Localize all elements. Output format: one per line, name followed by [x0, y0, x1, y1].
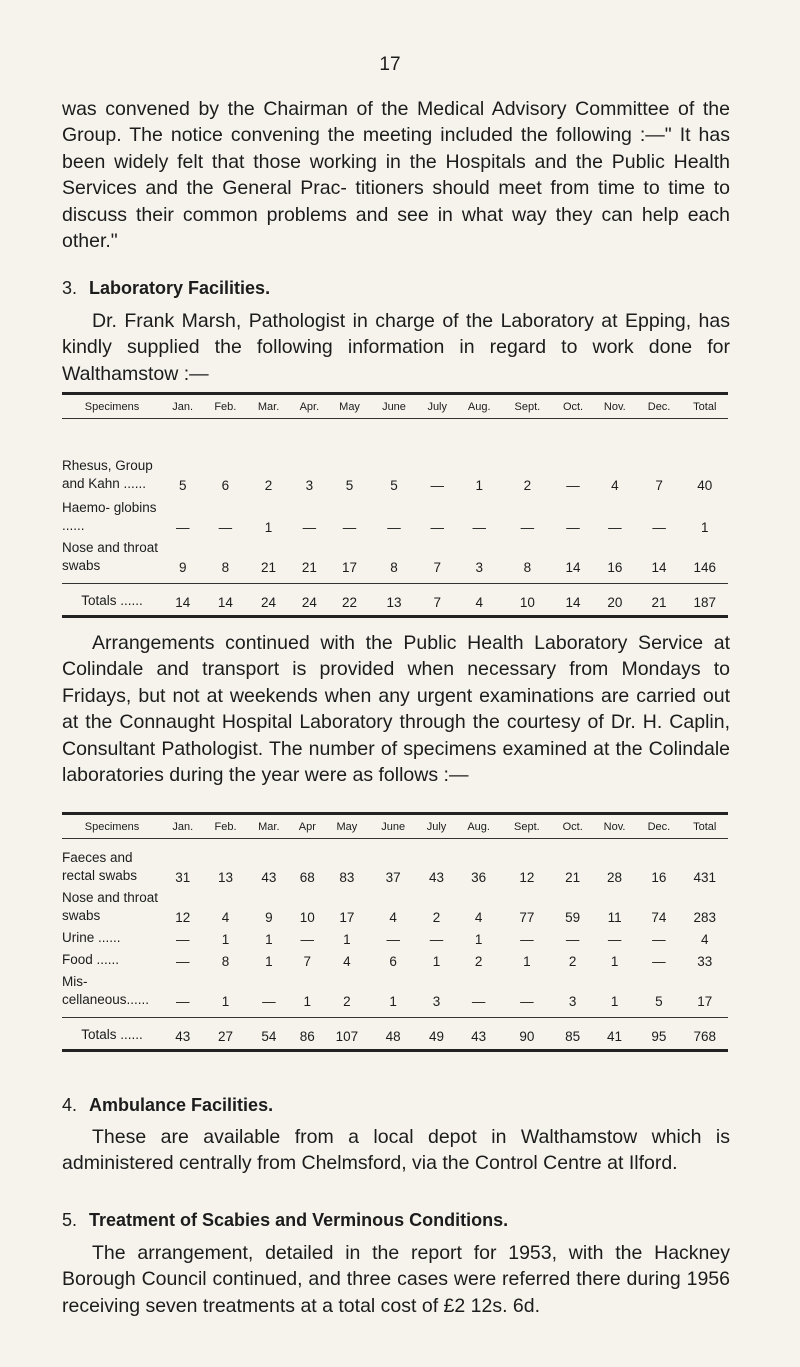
row-label: Faeces and rectal swabs [62, 850, 138, 883]
header-cell: Nov. [593, 814, 637, 839]
table-cell: — [342, 519, 357, 535]
table-row [62, 537, 728, 584]
table-cell: 1 [523, 954, 531, 969]
total-cell: 14 [162, 583, 203, 616]
table-cell: 8 [221, 559, 230, 575]
totals-label: Totals ...... [62, 1018, 162, 1051]
table-cell: 7 [433, 559, 441, 575]
header-cell: May [324, 814, 369, 839]
header-cell: Total [682, 814, 728, 839]
table-cell: 9 [178, 559, 187, 575]
header-cell: Mar. [247, 814, 290, 839]
section-5-number: 5. [62, 1210, 78, 1230]
section-5-title: Treatment of Scabies and Verminous Conditions. [89, 1210, 509, 1230]
table-cell: — [175, 519, 190, 535]
table-cell: 1 [701, 519, 709, 535]
table-cell: 1 [343, 932, 351, 947]
table-cell: 12 [175, 910, 191, 925]
table-cell: 2 [432, 910, 441, 925]
section-3-number: 3. [62, 278, 78, 298]
header-cell: Oct. [553, 394, 593, 419]
row-label: Food ...... [62, 952, 120, 967]
table-cell: 5 [178, 477, 187, 493]
table-cell: 10 [299, 910, 315, 925]
table-cell: — [472, 519, 486, 535]
header-cell: Apr [290, 814, 324, 839]
total-cell: 24 [290, 583, 329, 616]
table-cell: — [520, 932, 534, 947]
table-cell: — [652, 932, 666, 947]
table-cell: 11 [607, 910, 622, 925]
table-cell: 2 [343, 994, 351, 1009]
section-3-heading [62, 278, 270, 299]
total-cell: 20 [593, 583, 636, 616]
table-cell: — [566, 477, 580, 493]
table-cell: — [520, 994, 534, 1009]
table-cell: 3 [305, 477, 314, 493]
total-cell: 13 [370, 583, 418, 616]
table-cell: — [430, 519, 444, 535]
table-cell: — [176, 932, 190, 947]
header-cell: Aug. [457, 394, 502, 419]
total-cell: 86 [290, 1018, 324, 1051]
table-cell: 9 [265, 910, 273, 925]
table-cell: 283 [693, 910, 717, 925]
header-cell: June [369, 814, 417, 839]
total-cell: 10 [502, 583, 553, 616]
table-row [62, 971, 728, 1018]
header-cell: Dec. [637, 394, 682, 419]
total-cell: 41 [593, 1018, 637, 1051]
row-label: Urine ...... [62, 930, 121, 945]
table-cell: 83 [339, 870, 355, 885]
header-cell: June [370, 394, 418, 419]
table-cell: 5 [345, 477, 354, 493]
table-cell: 1 [475, 477, 483, 493]
table-cell: 33 [697, 954, 713, 969]
table-cell: 3 [568, 994, 577, 1009]
table-row [62, 839, 728, 888]
total-cell: 27 [204, 1018, 248, 1051]
section-4-heading [62, 1095, 273, 1116]
table-cell: 7 [655, 477, 663, 493]
total-cell: 43 [162, 1018, 204, 1051]
header-cell: Dec. [636, 814, 681, 839]
table-cell: 4 [389, 910, 397, 925]
laboratory-table-header-row [62, 394, 728, 419]
table-cell: 8 [221, 954, 230, 969]
total-cell: 7 [418, 583, 457, 616]
row-label: Nose and throat swabs [62, 890, 159, 923]
total-cell: 4 [457, 583, 502, 616]
table-cell: 77 [519, 910, 535, 925]
table-cell: 28 [607, 870, 623, 885]
table-cell: — [566, 519, 580, 535]
table-cell: 21 [261, 559, 277, 575]
header-cell: Feb. [204, 814, 248, 839]
section-4-title: Ambulance Facilities. [89, 1095, 274, 1115]
totals-row [62, 1018, 728, 1051]
table-cell: 5 [655, 994, 663, 1009]
table-cell: 59 [565, 910, 581, 925]
header-cell: Specimens [62, 394, 162, 419]
total-cell: 24 [247, 583, 290, 616]
section-4-paragraph: These are available from a local depot in Walthamstow which is administered centrally from Chelmsford, via the Control Centre at Ilford. [62, 1126, 730, 1175]
table-cell: 4 [343, 954, 351, 969]
table-cell: 21 [301, 559, 317, 575]
table-cell: 16 [607, 559, 623, 575]
table-cell: 7 [303, 954, 312, 969]
table-row [62, 495, 728, 537]
table-cell: — [565, 932, 580, 947]
header-cell: Jan. [162, 394, 203, 419]
table-cell: 14 [651, 559, 667, 575]
total-cell: 14 [203, 583, 247, 616]
table-cell: — [387, 519, 401, 535]
total-cell: 22 [329, 583, 370, 616]
table-cell: 17 [342, 559, 358, 575]
intro-paragraph: was convened by the Chairman of the Medical Advisory Committee of the Group. The notice convening the meeting included the following :—" It has been widely felt that those working in the Hospitals and the Public Health Services and the General Prac- titioners should meet from time to time to discuss their common problems and see in what way they can help each other." [62, 98, 730, 253]
table-cell: — [218, 519, 233, 535]
table-cell: 3 [432, 994, 441, 1009]
total-cell: 95 [636, 1018, 681, 1051]
header-cell: Aug. [456, 814, 501, 839]
table-cell: 1 [221, 994, 230, 1009]
table-cell: 1 [303, 994, 312, 1009]
table-cell: 31 [175, 870, 191, 885]
total-cell: 85 [553, 1018, 593, 1051]
table-cell: 17 [697, 994, 713, 1009]
totals-label: Totals ...... [62, 583, 162, 616]
table-cell: 1 [432, 954, 441, 969]
table-cell: 2 [264, 477, 273, 493]
table-cell: 4 [701, 932, 709, 947]
header-cell: Specimens [62, 814, 162, 839]
header-cell: Apr. [290, 394, 329, 419]
table-cell: 43 [429, 870, 445, 885]
table-cell: 8 [523, 559, 532, 575]
total-cell: 768 [682, 1018, 728, 1051]
paragraph-2: Arrangements continued with the Public Health Laboratory Service at Colindale and transport is provided when necessary from Mondays to Fridays, but not at weekends when any urgent examinations are carried out at the Connaught Hospital Laboratory through the courtesy of Dr. H. Caplin, Consultant Pathologist. The number of specimens examined at the Colindale laboratories during the year were as follows :— [62, 632, 730, 787]
table-cell: 4 [221, 910, 230, 925]
table-cell: 37 [385, 870, 401, 885]
table-cell: 1 [265, 932, 273, 947]
table-row [62, 949, 728, 971]
table-cell: — [302, 519, 317, 535]
section-5-paragraph: The arrangement, detailed in the report for 1953, with the Hackney Borough Council continued, and three cases were referred there during 1956 receiving seven treatments at a total cost of £2 12s. 6d. [62, 1242, 730, 1317]
table-cell: — [386, 932, 400, 947]
table-cell: 36 [471, 870, 487, 885]
total-cell: 107 [324, 1018, 369, 1051]
header-cell: Nov. [593, 394, 636, 419]
table-cell: — [300, 932, 315, 947]
table-cell: 8 [390, 559, 398, 575]
table-cell: 6 [389, 954, 397, 969]
row-label: Haemo- globins ...... [62, 499, 157, 533]
table-cell: 12 [519, 870, 535, 885]
table-cell: — [176, 994, 190, 1009]
table-cell: 17 [339, 910, 355, 925]
table-cell: 68 [299, 870, 315, 885]
total-cell: 21 [637, 583, 682, 616]
section-3-title: Laboratory Facilities. [89, 278, 271, 298]
table-cell: 1 [221, 932, 230, 947]
colindale-table [62, 812, 728, 1052]
table-cell: 4 [474, 910, 483, 925]
table-cell: — [262, 994, 276, 1009]
total-cell: 43 [456, 1018, 501, 1051]
table-row [62, 927, 728, 949]
section-3-paragraph: Dr. Frank Marsh, Pathologist in charge of the Laboratory at Epping, has kindly supplied the following information in regard to work done for Walthamstow :— [62, 310, 730, 385]
table-cell: 1 [610, 994, 619, 1009]
table-cell: 40 [697, 477, 713, 493]
table-row [62, 419, 728, 495]
header-cell: May [329, 394, 370, 419]
total-cell: 49 [417, 1018, 456, 1051]
row-label: Rhesus, Group and Kahn ...... [62, 457, 153, 491]
table-cell: 431 [693, 870, 717, 885]
total-cell: 48 [369, 1018, 417, 1051]
section-5-heading [62, 1210, 508, 1231]
header-cell: Sept. [502, 394, 553, 419]
table-cell: — [429, 932, 444, 947]
table-cell: — [471, 994, 486, 1009]
total-cell: 90 [501, 1018, 552, 1051]
table-cell: 4 [611, 477, 619, 493]
table-cell: 14 [565, 559, 581, 575]
table-cell: 3 [475, 559, 483, 575]
table-cell: — [652, 519, 666, 535]
table-cell: — [176, 954, 190, 969]
header-cell: Oct. [553, 814, 593, 839]
table-cell: 1 [264, 519, 273, 535]
table-cell: — [607, 932, 622, 947]
row-label: Nose and throat swabs [62, 539, 159, 573]
total-cell: 54 [247, 1018, 290, 1051]
table-cell: 146 [693, 559, 717, 575]
table-cell: 1 [474, 932, 483, 947]
header-cell: Sept. [501, 814, 552, 839]
header-cell: Mar. [247, 394, 290, 419]
totals-row [62, 583, 728, 616]
table-cell: 2 [523, 477, 532, 493]
header-cell: Feb. [203, 394, 247, 419]
table-cell: 74 [651, 910, 667, 925]
table-cell: — [520, 519, 535, 535]
table-cell: 21 [565, 870, 581, 885]
row-label: Mis- cellaneous...... [62, 974, 150, 1007]
table-cell: 2 [568, 954, 577, 969]
total-cell: 187 [682, 583, 728, 616]
table-cell: 1 [610, 954, 619, 969]
header-cell: July [417, 814, 456, 839]
table-cell: — [608, 519, 622, 535]
table-cell: — [430, 477, 444, 493]
colindale-table-header-row [62, 814, 728, 839]
header-cell: July [418, 394, 457, 419]
table-cell: 2 [474, 954, 483, 969]
table-cell: 1 [265, 954, 273, 969]
header-cell: Total [682, 394, 728, 419]
table-cell: 43 [261, 870, 277, 885]
section-4-number: 4. [62, 1095, 78, 1115]
header-cell: Jan. [162, 814, 204, 839]
table-cell: 13 [217, 870, 233, 885]
table-cell: 16 [651, 870, 667, 885]
total-cell: 14 [553, 583, 593, 616]
page-number: 17 [379, 54, 401, 75]
table-cell: 1 [389, 994, 397, 1009]
table-cell: 5 [390, 477, 398, 493]
table-cell: — [652, 954, 666, 969]
table-row [62, 887, 728, 927]
laboratory-table [62, 392, 728, 618]
table-cell: 6 [221, 477, 230, 493]
